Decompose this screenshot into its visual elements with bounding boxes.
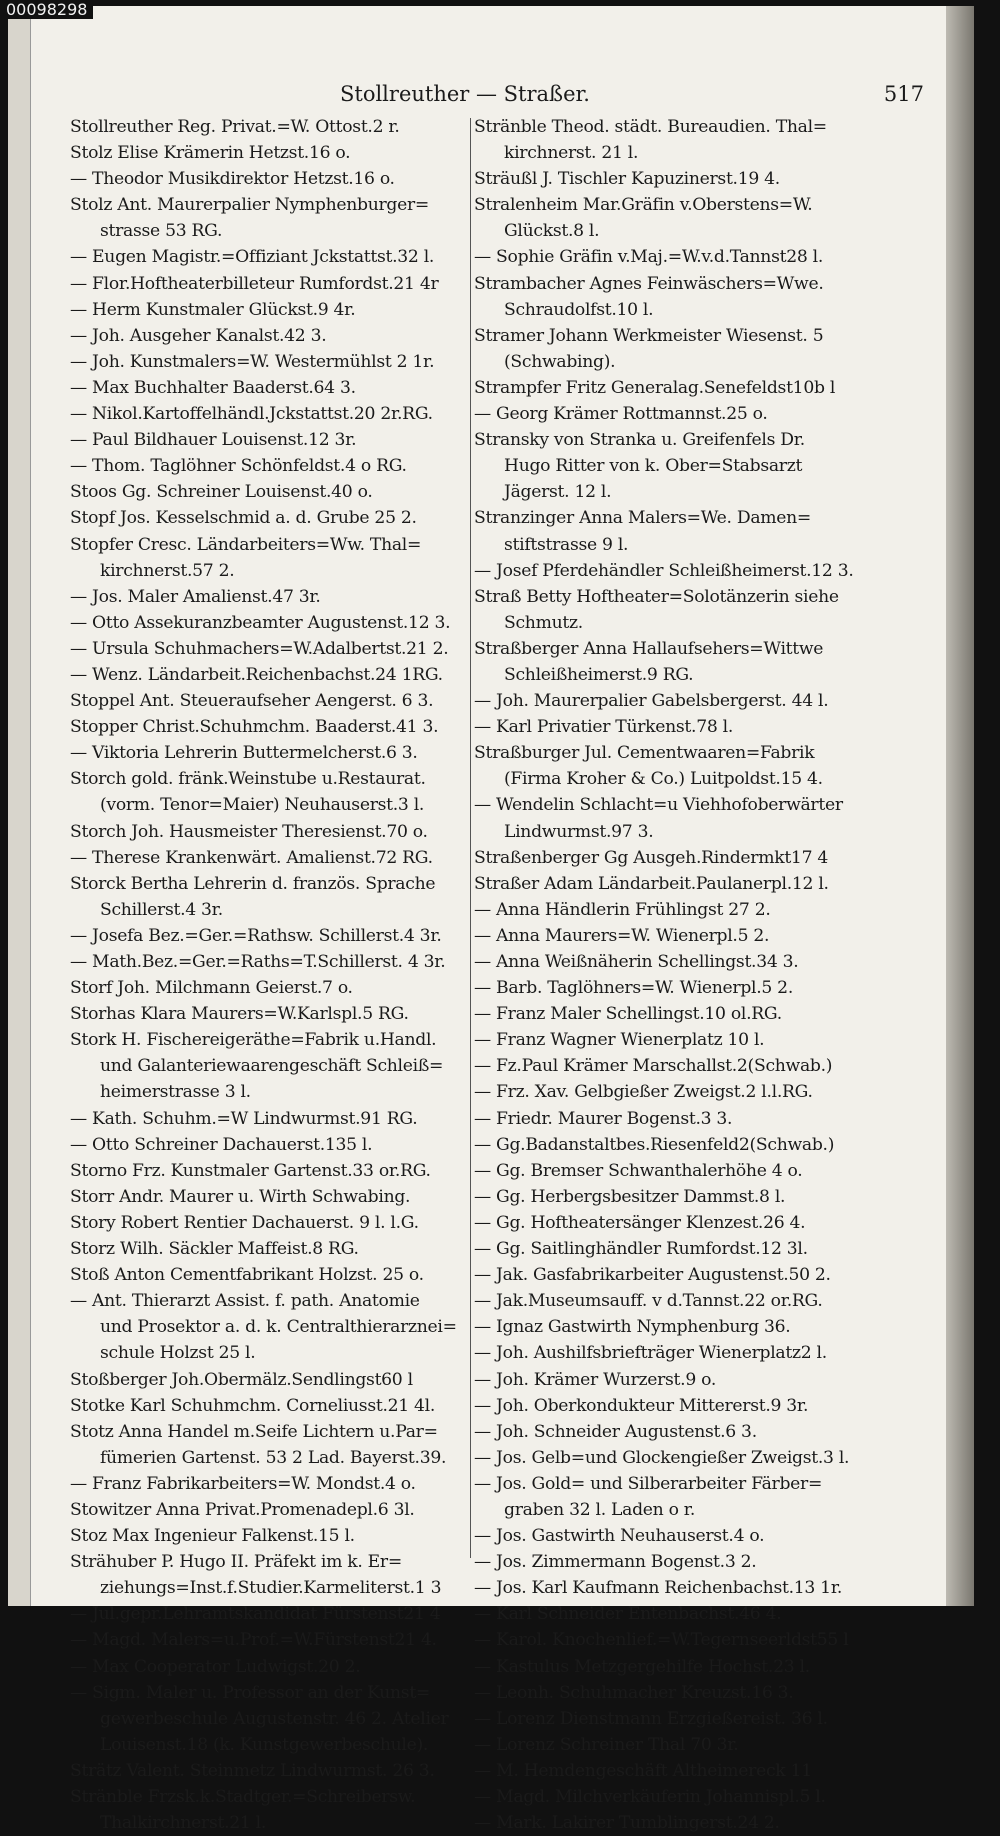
directory-line: — Anna Weißnäherin Schellingst.34 3. xyxy=(474,952,799,972)
directory-line: — Therese Krankenwärt. Amalienst.72 RG. xyxy=(70,847,433,868)
directory-line: Stransky von Stranka u. Greifenfels Dr. xyxy=(474,430,805,451)
page-header xyxy=(98,82,938,110)
directory-line: Storr Andr. Maurer u. Wirth Schwabing. xyxy=(70,1186,411,1207)
directory-line: — Joh. Schneider Augustenst.6 3. xyxy=(474,1421,757,1442)
directory-line: — Barb. Taglöhners=W. Wienerpl.5 2. xyxy=(474,978,793,999)
directory-line: graben 32 l. Laden o r. xyxy=(504,1499,695,1520)
directory-line: stiftstrasse 9 l. xyxy=(504,534,629,555)
directory-line: — Karol. Knochenlief.=W.Tegernseerldst55 l xyxy=(474,1630,849,1651)
directory-line: — Lorenz Dienstmann Erzgießereist. 36 l. xyxy=(474,1708,828,1729)
directory-line: Stoos Gg. Schreiner Louisenst.40 o. xyxy=(70,482,373,503)
directory-line: Straßberger Anna Hallaufsehers=Wittwe xyxy=(474,638,824,659)
directory-line: und Prosektor a. d. k. Centralthierarznei= xyxy=(100,1317,457,1338)
directory-line: — Fz.Paul Krämer Marschallst.2(Schwab.) xyxy=(474,1056,833,1077)
directory-line: — Eugen Magistr.=Offiziant Jckstattst.32 l. xyxy=(70,247,435,268)
running-head: Stollreuther — Straßer. xyxy=(340,82,590,106)
directory-line: — Karl Privatier Türkenst.78 l. xyxy=(474,717,733,738)
directory-line: fümerien Gartenst. 53 2 Lad. Bayerst.39. xyxy=(100,1447,447,1468)
directory-line: — Kath. Schuhm.=W Lindwurmst.91 RG. xyxy=(70,1108,418,1129)
directory-line: — Otto Schreiner Dachauerst.135 l. xyxy=(70,1134,373,1155)
directory-line: kirchnerst. 21 l. xyxy=(504,143,639,164)
directory-line: — Gg. Herbergsbesitzer Dammst.8 l. xyxy=(474,1186,786,1207)
column-divider xyxy=(470,118,471,1558)
directory-line: Stopf Jos. Kesselschmid a. d. Grube 25 2. xyxy=(70,508,417,529)
directory-line: — Frz. Xav. Gelbgießer Zweigst.2 l.l.RG. xyxy=(474,1082,813,1103)
directory-line: Louisenst.18 (k. Kunstgewerbeschule). xyxy=(100,1734,429,1755)
directory-line: — Anna Händlerin Frühlingst 27 2. xyxy=(474,899,771,920)
directory-line: (Firma Kroher & Co.) Luitpoldst.15 4. xyxy=(504,769,823,790)
directory-line: — Josef Pferdehändler Schleißheimerst.12 3. xyxy=(474,560,854,581)
directory-line: — Paul Bildhauer Louisenst.12 3r. xyxy=(70,430,357,451)
directory-line: — Ignaz Gastwirth Nymphenburg 36. xyxy=(474,1317,791,1338)
directory-line: — Franz Fabrikarbeiters=W. Mondst.4 o. xyxy=(70,1473,416,1494)
directory-line: Stranzinger Anna Malers=We. Damen= xyxy=(474,508,812,529)
directory-line: gewerbeschule Augustenstr. 46 2. Atelier xyxy=(100,1708,449,1729)
directory-line: und Galanteriewaarengeschäft Schleiß= xyxy=(100,1056,444,1077)
directory-line: Lindwurmst.97 3. xyxy=(504,821,654,842)
directory-line: — Magd. Milchverkäuferin Johannispl.5 l. xyxy=(474,1787,826,1807)
directory-line: Stotke Karl Schuhmchm. Corneliusst.21 4l. xyxy=(70,1395,436,1416)
directory-line: — Georg Krämer Rottmannst.25 o. xyxy=(474,404,768,425)
directory-line: Strambacher Agnes Feinwäschers=Wwe. xyxy=(474,273,824,294)
directory-line: heimerstrasse 3 l. xyxy=(100,1082,251,1103)
directory-line: Strätz Valent. Steinmetz Lindwurmst. 26 3. xyxy=(70,1760,435,1781)
directory-line: Stränble Theod. städt. Bureaudien. Thal= xyxy=(474,117,827,137)
directory-line: Stralenheim Mar.Gräfin v.Oberstens=W. xyxy=(474,195,813,216)
directory-line: — Gg.Badanstaltbes.Riesenfeld2(Schwab.) xyxy=(474,1134,835,1155)
directory-line: Stoß Anton Cementfabrikant Holzst. 25 o. xyxy=(70,1265,424,1286)
directory-line: Strampfer Fritz Generalag.Senefeldst10b l xyxy=(474,377,836,398)
directory-line: Schillerst.4 3r. xyxy=(100,899,223,920)
directory-line: Stotz Anna Handel m.Seife Lichtern u.Par= xyxy=(70,1421,438,1442)
directory-line: — Wendelin Schlacht=u Viehhofoberwärter xyxy=(474,795,843,816)
directory-line: Stoppel Ant. Steueraufseher Aengerst. 6 3. xyxy=(70,691,434,712)
directory-line: — Viktoria Lehrerin Buttermelcherst.6 3. xyxy=(70,743,418,764)
directory-line: (Schwabing). xyxy=(504,351,616,372)
directory-line: — Franz Maler Schellingst.10 ol.RG. xyxy=(474,1004,782,1025)
directory-line: — Jos. Gelb=und Glockengießer Zweigst.3 l. xyxy=(474,1447,850,1468)
directory-line: — Ursula Schuhmachers=W.Adalbertst.21 2. xyxy=(70,638,449,659)
directory-line: — Jak.Museumsauff. v d.Tannst.22 or.RG. xyxy=(474,1291,823,1312)
directory-line: — Jak. Gasfabrikarbeiter Augustenst.50 2. xyxy=(474,1265,831,1286)
directory-line: — Joh. Krämer Wurzerst.9 o. xyxy=(474,1369,717,1390)
directory-line: — Kastulus Metzgergehilfe Hochst.23 l. xyxy=(474,1656,810,1677)
directory-line: — Sigm. Maler u. Professor an der Kunst= xyxy=(70,1682,431,1703)
directory-line: — Joh. Maurerpalier Gabelsbergerst. 44 l. xyxy=(474,691,829,712)
directory-page xyxy=(8,6,974,1834)
directory-line: Story Robert Rentier Dachauerst. 9 l. l.G. xyxy=(70,1212,419,1233)
directory-line: Stoz Max Ingenieur Falkenst.15 l. xyxy=(70,1526,355,1547)
directory-line: Storck Bertha Lehrerin d. französ. Sprache xyxy=(70,873,436,894)
directory-line: Stollreuther Reg. Privat.=W. Ottost.2 r. xyxy=(70,117,400,137)
directory-line: — Otto Assekuranzbeamter Augustenst.12 3. xyxy=(70,612,451,633)
directory-line: — Jos. Gastwirth Neuhauserst.4 o. xyxy=(474,1526,765,1547)
directory-line: — M. Hemdengeschäft Altheimereck 11 xyxy=(474,1760,812,1781)
directory-line: — Joh. Oberkondukteur Mittererst.9 3r. xyxy=(474,1395,809,1416)
directory-line: Stoßberger Joh.Obermälz.Sendlingst60 l xyxy=(70,1369,413,1390)
directory-line: Schleißheimerst.9 RG. xyxy=(504,664,694,685)
directory-line: — Nikol.Kartoffelhändl.Jckstattst.20 2r.RG. xyxy=(70,404,433,425)
directory-line: Straß Betty Hoftheater=Solotänzerin siehe xyxy=(474,586,839,607)
directory-line: Straßer Adam Ländarbeit.Paulanerpl.12 l. xyxy=(474,873,829,894)
page-number: 517 xyxy=(883,82,924,106)
directory-line: Straßburger Jul. Cementwaaren=Fabrik xyxy=(474,743,815,764)
directory-line: — Math.Bez.=Ger.=Raths=T.Schillerst. 4 3r. xyxy=(70,952,446,972)
directory-line: — Josefa Bez.=Ger.=Rathsw. Schillerst.4 3r. xyxy=(70,925,442,946)
directory-line: Stolz Ant. Maurerpalier Nymphenburger= xyxy=(70,195,430,216)
directory-line: Storhas Klara Maurers=W.Karlspl.5 RG. xyxy=(70,1004,409,1025)
directory-line: Straßenberger Gg Ausgeh.Rindermkt17 4 xyxy=(474,847,829,868)
directory-line: — Gg. Saitlinghändler Rumfordst.12 3l. xyxy=(474,1239,808,1260)
directory-line: — Jos. Zimmermann Bogenst.3 2. xyxy=(474,1552,757,1573)
directory-line: — Joh. Kunstmalers=W. Westermühlst 2 1r. xyxy=(70,351,435,372)
directory-line: strasse 53 RG. xyxy=(100,221,223,242)
directory-line: — Joh. Aushilfsbriefträger Wienerplatz2 l. xyxy=(474,1343,827,1364)
directory-line: — Max Cooperator Ludwigst.20 2. xyxy=(70,1656,361,1677)
directory-line: Storch gold. fränk.Weinstube u.Restaurat. xyxy=(70,769,426,790)
directory-line: — Max Buchhalter Baaderst.64 3. xyxy=(70,377,356,398)
directory-line: Stowitzer Anna Privat.Promenadepl.6 3l. xyxy=(70,1499,415,1520)
directory-line: — Sophie Gräfin v.Maj.=W.v.d.Tannst28 l. xyxy=(474,247,823,268)
directory-line: Storno Frz. Kunstmaler Gartenst.33 or.RG. xyxy=(70,1160,431,1181)
directory-line: — Flor.Hoftheaterbilleteur Rumfordst.21 4r xyxy=(70,273,439,294)
directory-line: — Jos. Maler Amalienst.47 3r. xyxy=(70,586,321,607)
directory-line: — Magd. Malers=u.Prof.=W.Fürstenst21 4. xyxy=(70,1630,437,1651)
directory-line: Strähuber P. Hugo II. Präfekt im k. Er= xyxy=(70,1552,402,1573)
scan-id-stamp: 00098298 xyxy=(0,0,93,19)
directory-line: Hugo Ritter von k. Ober=Stabsarzt xyxy=(504,456,803,477)
directory-line: — Mark. Lakirer Tumblingerst.24 2. xyxy=(474,1813,780,1834)
directory-line: Stopper Christ.Schuhmchm. Baaderst.41 3. xyxy=(70,717,439,738)
directory-line: — Anna Maurers=W. Wienerpl.5 2. xyxy=(474,925,770,946)
facing-page-edge xyxy=(8,6,31,1606)
directory-line: Storz Wilh. Säckler Maffeist.8 RG. xyxy=(70,1239,359,1260)
directory-line: — Jos. Gold= und Silberarbeiter Färber= xyxy=(474,1473,823,1494)
directory-line: — Jos. Karl Kaufmann Reichenbachst.13 1r. xyxy=(474,1578,843,1599)
directory-line: Storf Joh. Milchmann Geierst.7 o. xyxy=(70,978,353,999)
directory-line: (vorm. Tenor=Maier) Neuhauserst.3 l. xyxy=(100,795,425,816)
directory-line: — Wenz. Ländarbeit.Reichenbachst.24 1RG. xyxy=(70,664,443,685)
directory-line: — Theodor Musikdirektor Hetzst.16 o. xyxy=(70,169,395,190)
directory-line: Jägerst. 12 l. xyxy=(504,482,612,503)
page-fore-edge xyxy=(946,6,974,1606)
directory-line: — Franz Wagner Wienerplatz 10 l. xyxy=(474,1030,765,1051)
directory-line: — Joh. Ausgeher Kanalst.42 3. xyxy=(70,325,327,346)
directory-line: Stolz Elise Krämerin Hetzst.16 o. xyxy=(70,143,351,164)
directory-line: — Lorenz Schreiner Thal 70 3r. xyxy=(474,1734,739,1755)
right-column xyxy=(474,114,874,1836)
directory-line: — Karl Schneider Entenbachst.46 4. xyxy=(474,1604,782,1625)
directory-line: Schmutz. xyxy=(504,612,583,633)
left-column xyxy=(70,114,462,1836)
directory-line: — Leonh. Schuhmacher Kreuzst.16 3. xyxy=(474,1682,794,1703)
directory-line: Stränble Frzsk.k.Stadtger.=Schreibersw. xyxy=(70,1787,416,1807)
directory-line: Stopfer Cresc. Ländarbeiters=Ww. Thal= xyxy=(70,534,422,555)
directory-line: Storch Joh. Hausmeister Theresienst.70 o. xyxy=(70,821,428,842)
directory-line: kirchnerst.57 2. xyxy=(100,560,235,581)
directory-line: — Herm Kunstmaler Glückst.9 4r. xyxy=(70,299,356,320)
directory-line: Glückst.8 l. xyxy=(504,221,600,242)
directory-line: ziehungs=Inst.f.Studier.Karmeliterst.1 3 xyxy=(100,1578,442,1599)
directory-line: Stramer Johann Werkmeister Wiesenst. 5 xyxy=(474,325,824,346)
directory-line: Thalkirchnerst.21 l. xyxy=(100,1813,267,1834)
directory-line: — Thom. Taglöhner Schönfeldst.4 o RG. xyxy=(70,456,407,477)
directory-line: schule Holzst 25 l. xyxy=(100,1343,256,1364)
directory-line: Sträußl J. Tischler Kapuzinerst.19 4. xyxy=(474,169,780,190)
directory-line: — Ant. Thierarzt Assist. f. path. Anatomie xyxy=(70,1291,420,1312)
directory-line: — Gg. Hoftheatersänger Klenzest.26 4. xyxy=(474,1212,806,1233)
directory-line: Stork H. Fischereigeräthe=Fabrik u.Handl. xyxy=(70,1030,437,1051)
directory-line: — Gg. Bremser Schwanthalerhöhe 4 o. xyxy=(474,1160,803,1181)
directory-line: — Friedr. Maurer Bogenst.3 3. xyxy=(474,1108,733,1129)
directory-line: — Jul.gepr.Lehramtskandidat Fürstenst21 4 xyxy=(70,1604,441,1625)
directory-line: Schraudolfst.10 l. xyxy=(504,299,654,320)
